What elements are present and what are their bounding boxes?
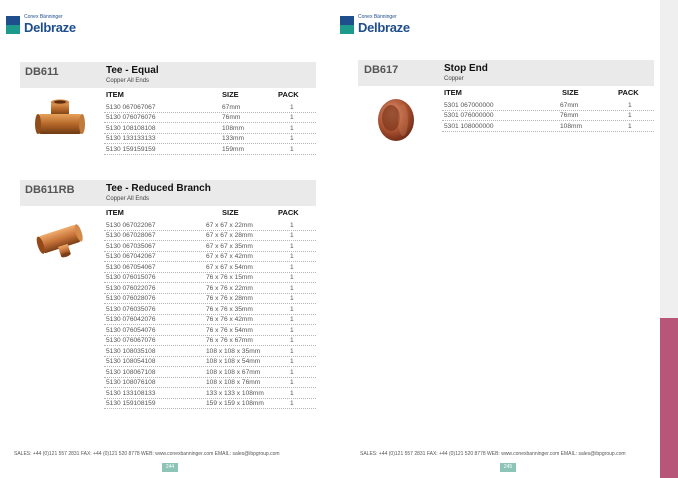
tee-reduced-branch-image <box>36 218 84 262</box>
cell-size: 67 x 67 x 22mm <box>206 221 253 229</box>
cell-size: 67mm <box>560 101 579 109</box>
cell-size: 76mm <box>560 112 579 119</box>
product-db611rb <box>20 180 316 436</box>
cell-item: 5130 076035076 <box>106 305 156 313</box>
cell-size: 133mm <box>222 135 244 142</box>
cell-size: 108 x 108 x 54mm <box>206 358 261 365</box>
cell-pack: 1 <box>628 122 632 130</box>
cell-size: 108mm <box>222 124 244 132</box>
cell-size: 159mm <box>222 145 244 153</box>
table-row <box>104 325 316 336</box>
table-row <box>442 111 654 122</box>
cell-item: 5130 108035108 <box>106 347 156 355</box>
cell-pack: 1 <box>628 101 632 109</box>
db617-table <box>442 100 654 132</box>
cell-pack: 1 <box>290 400 294 407</box>
table-row <box>442 100 654 111</box>
cell-size: 108 x 108 x 76mm <box>206 379 261 386</box>
cell-pack: 1 <box>290 295 294 302</box>
cell-size: 67 x 67 x 54mm <box>206 263 253 271</box>
cell-pack: 1 <box>290 368 294 376</box>
cell-size: 67mm <box>222 103 241 111</box>
cell-pack: 1 <box>290 337 294 344</box>
col-item: ITEM <box>106 208 124 217</box>
cell-size: 67 x 67 x 28mm <box>206 232 253 239</box>
cell-size: 76 x 76 x 54mm <box>206 326 253 334</box>
cell-pack: 1 <box>290 114 294 121</box>
cell-pack: 1 <box>290 274 294 281</box>
cell-pack: 1 <box>290 135 294 142</box>
cell-size: 76 x 76 x 42mm <box>206 316 253 323</box>
table-row <box>104 113 316 124</box>
product-title: Tee - Reduced Branch <box>106 183 211 194</box>
col-size: SIZE <box>222 208 239 217</box>
cell-item: 5130 076015076 <box>106 274 156 281</box>
cell-item: 5130 067028067 <box>106 232 156 239</box>
product-db617 <box>358 60 654 150</box>
cell-pack: 1 <box>290 253 294 260</box>
cell-size: 76 x 76 x 28mm <box>206 295 253 302</box>
cell-size: 159 x 159 x 108mm <box>206 400 264 407</box>
table-row <box>104 102 316 113</box>
table-row <box>442 121 654 132</box>
cell-size: 108 x 108 x 35mm <box>206 347 261 355</box>
table-row <box>104 220 316 231</box>
col-size: SIZE <box>562 88 579 97</box>
cell-pack: 1 <box>290 326 294 334</box>
table-row <box>104 367 316 378</box>
table-row <box>104 346 316 357</box>
cell-pack: 1 <box>290 347 294 355</box>
product-title: Tee - Equal <box>106 65 159 76</box>
cell-size: 76 x 76 x 35mm <box>206 305 253 313</box>
cell-pack: 1 <box>290 124 294 132</box>
cell-size: 133 x 133 x 108mm <box>206 389 264 397</box>
db611-table <box>104 102 316 155</box>
cell-item: 5301 108000000 <box>444 122 494 130</box>
table-row <box>104 399 316 410</box>
product-subtitle: Copper All Ends <box>106 196 150 202</box>
col-item: ITEM <box>106 90 124 99</box>
cell-item: 5130 076022076 <box>106 284 156 292</box>
cell-pack: 1 <box>290 263 294 271</box>
cell-pack: 1 <box>290 284 294 292</box>
cell-item: 5130 133108133 <box>106 389 156 397</box>
cell-item: 5130 076076076 <box>106 114 156 121</box>
table-row <box>104 294 316 305</box>
cell-pack: 1 <box>290 232 294 239</box>
cell-size: 67 x 67 x 42mm <box>206 253 253 260</box>
cell-item: 5130 067054067 <box>106 263 156 271</box>
cell-pack: 1 <box>290 221 294 229</box>
table-row <box>104 144 316 155</box>
product-subtitle: Copper All Ends <box>106 78 150 84</box>
stop-end-fitting-image <box>374 96 418 144</box>
product-title: Stop End <box>444 63 488 74</box>
page-number-right: 245 <box>500 463 516 472</box>
cell-item: 5130 076067076 <box>106 337 156 344</box>
cell-pack: 1 <box>290 379 294 386</box>
cell-size: 76 x 76 x 15mm <box>206 274 253 281</box>
cell-item: 5130 076042076 <box>106 316 156 323</box>
cell-size: 108mm <box>560 122 582 130</box>
brand-name: Delbraze <box>358 20 410 35</box>
brand-mark-icon <box>6 16 20 34</box>
cell-pack: 1 <box>290 242 294 250</box>
cell-size: 76 x 76 x 22mm <box>206 284 253 292</box>
cell-pack: 1 <box>290 305 294 313</box>
product-subtitle: Copper <box>444 76 464 82</box>
table-row <box>104 231 316 242</box>
section-header <box>20 62 316 88</box>
cell-pack: 1 <box>290 389 294 397</box>
product-code: DB611RB <box>25 184 75 196</box>
cell-item: 5301 067000000 <box>444 101 494 109</box>
cell-item: 5130 159159159 <box>106 145 156 153</box>
col-pack: PACK <box>278 208 299 217</box>
cell-pack: 1 <box>628 112 632 119</box>
cell-pack: 1 <box>290 103 294 111</box>
table-row <box>104 388 316 399</box>
table-row <box>104 378 316 389</box>
table-row <box>104 315 316 326</box>
table-row <box>104 241 316 252</box>
col-size: SIZE <box>222 90 239 99</box>
cell-item: 5130 067042067 <box>106 253 156 260</box>
cell-item: 5130 108108108 <box>106 124 156 132</box>
table-row <box>104 283 316 294</box>
table-row <box>104 123 316 134</box>
cell-item: 5130 076054076 <box>106 326 156 334</box>
brand-small: Conex Bänninger <box>358 14 397 20</box>
cell-size: 76mm <box>222 114 241 121</box>
cell-item: 5130 108076108 <box>106 379 156 386</box>
col-item: ITEM <box>444 88 462 97</box>
table-row <box>104 336 316 347</box>
brand-small: Conex Bänninger <box>24 14 63 20</box>
cell-item: 5130 133133133 <box>106 135 156 142</box>
product-code: DB611 <box>25 66 59 78</box>
product-db611 <box>20 62 316 172</box>
db611rb-table <box>104 220 316 409</box>
table-row <box>104 134 316 145</box>
cell-pack: 1 <box>290 316 294 323</box>
cell-pack: 1 <box>290 145 294 153</box>
cell-item: 5301 076000000 <box>444 112 494 119</box>
cell-size: 76 x 76 x 67mm <box>206 337 253 344</box>
table-row <box>104 262 316 273</box>
table-row <box>104 304 316 315</box>
cell-item: 5130 108054108 <box>106 358 156 365</box>
tee-equal-fitting-image <box>34 98 86 142</box>
product-code: DB617 <box>364 64 399 76</box>
footer-contact-right: SALES: +44 (0)121 557 2831 FAX: +44 (0)121 520 8778 WEB: www.conexbanninger.com EMAIL: sales@ibpgroup.com <box>360 451 626 457</box>
cell-size: 67 x 67 x 35mm <box>206 242 253 250</box>
footer-contact-left: SALES: +44 (0)121 557 2831 FAX: +44 (0)121 520 8778 WEB: www.conexbanninger.com EMAIL: sales@ibpgroup.com <box>14 451 280 457</box>
cell-item: 5130 159108159 <box>106 400 156 407</box>
col-pack: PACK <box>278 90 299 99</box>
table-row <box>104 273 316 284</box>
brand-mark-icon <box>340 16 354 34</box>
table-row <box>104 357 316 368</box>
cell-size: 108 x 108 x 67mm <box>206 368 261 376</box>
cell-item: 5130 076028076 <box>106 295 156 302</box>
cell-pack: 1 <box>290 358 294 365</box>
brand-name: Delbraze <box>24 20 76 35</box>
cell-item: 5130 067067067 <box>106 103 156 111</box>
page-number-left: 244 <box>162 463 178 472</box>
cell-item: 5130 108067108 <box>106 368 156 376</box>
cell-item: 5130 067035067 <box>106 242 156 250</box>
section-header <box>358 60 654 86</box>
table-row <box>104 252 316 263</box>
cell-item: 5130 067022067 <box>106 221 156 229</box>
col-pack: PACK <box>618 88 639 97</box>
section-color-tab <box>660 318 678 478</box>
